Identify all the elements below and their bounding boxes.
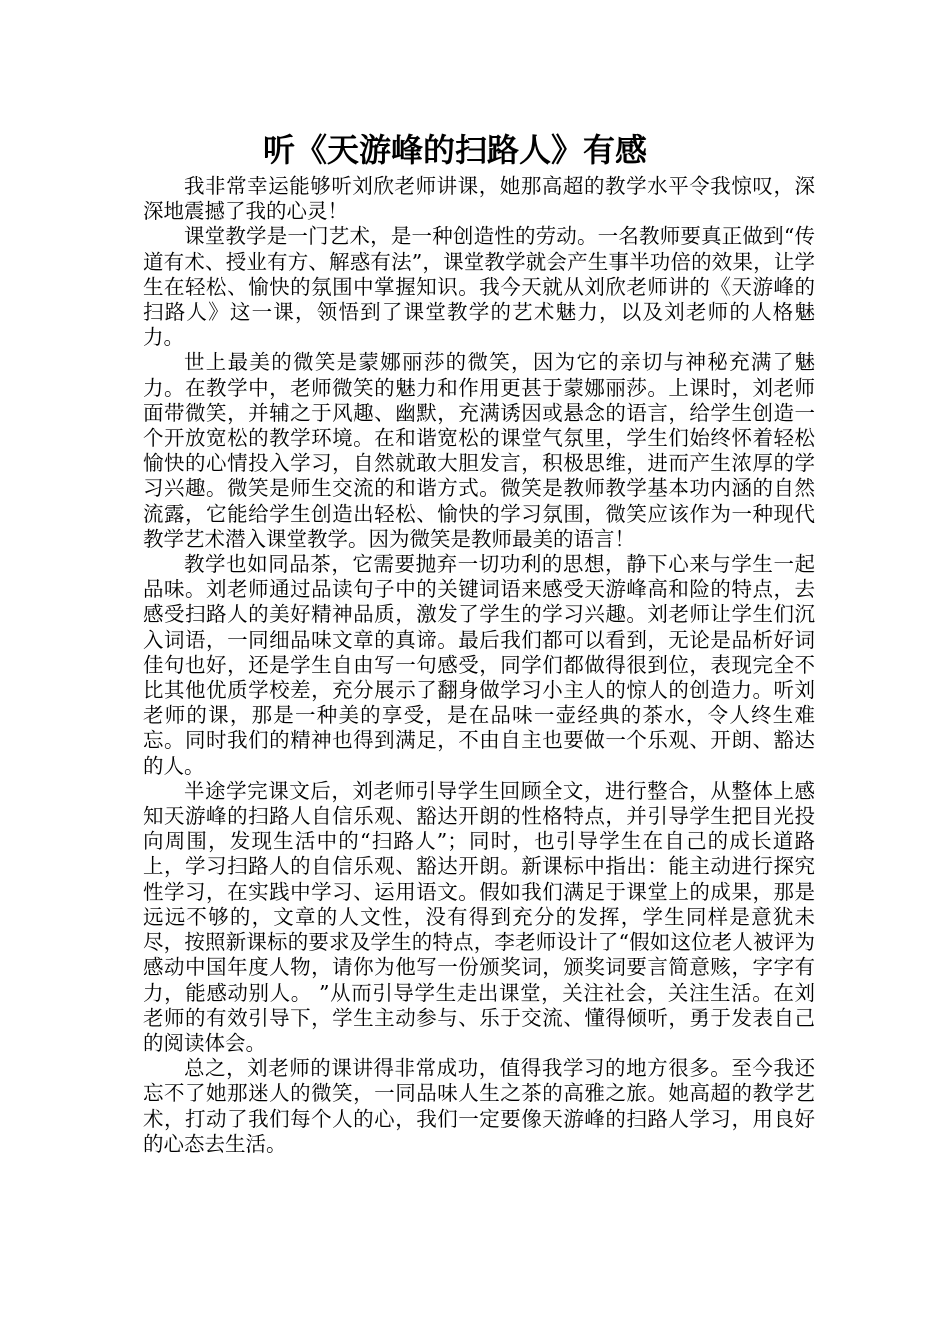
paragraph-classroom-art: 课堂教学是一门艺术，是一种创造性的劳动。一名教师要真正做到“传道有术、授业有方、解惑有法”，课堂教学就会产生事半功倍的效果，让学生在轻松、愉快的氛围中掌握知识。我今天就从刘欣老师讲的《天游峰的扫路人》这一课，领悟到了课堂教学的艺术魅力，以及刘老师的人格魅力。: [143, 224, 815, 350]
paragraph-review: 半途学完课文后，刘老师引导学生回顾全文，进行整合，从整体上感知天游峰的扫路人自信乐观、豁达开朗的性格特点，并引导学生把目光投向周围，发现生活中的“扫路人”；同时，也引导学生在自己的成长道路上，学习扫路人的自信乐观、豁达开朗。新课标中指出：能主动进行探究性学习，在实践中学习、运用语文。假如我们满足于课堂上的成果，那是远远不够的，文章的人文性，没有得到充分的发挥，学生同样是意犹未尽，按照新课标的要求及学生的特点，李老师设计了“假如这位老人被评为感动中国年度人物，请你为他写一份颁奖词，颁奖词要言简意赅，字字有力，能感动别人。 ”从而引导学生走出课堂，关注社会，关注生活。在刘老师的有效引导下，学生主动参与、乐于交流、懂得倾听，勇于发表自己的阅读体会。: [143, 778, 815, 1055]
paragraph-smile: 世上最美的微笑是蒙娜丽莎的微笑，因为它的亲切与神秘充满了魅力。在教学中，老师微笑的魅力和作用更甚于蒙娜丽莎。上课时，刘老师面带微笑，并辅之于风趣、幽默，充满诱因或悬念的语言，给学生创造一个开放宽松的教学环境。在和谐宽松的课堂气氛里，学生们始终怀着轻松愉快的心情投入学习，自然就敢大胆发言，积极思维，进而产生浓厚的学习兴趣。微笑是师生交流的和谐方式。微笑是教师教学基本功内涵的自然流露，它能给学生创造出轻松、愉快的学习氛围，微笑应该作为一种现代教学艺术潜入课堂教学。因为微笑是教师最美的语言！: [143, 350, 815, 551]
paragraph-conclusion: 总之，刘老师的课讲得非常成功，值得我学习的地方很多。至今我还忘不了她那迷人的微笑，一同品味人生之茶的高雅之旅。她高超的教学艺术，打动了我们每个人的心，我们一定要像天游峰的扫路人学习，用良好的心态去生活。: [143, 1056, 815, 1156]
document-body: [143, 174, 815, 1157]
paragraph-tea: 教学也如同品茶，它需要抛弃一切功利的思想，静下心来与学生一起品味。刘老师通过品读句子中的关键词语来感受天游峰高和险的特点，去感受扫路人的美好精神品质，激发了学生的学习兴趣。刘老师让学生们沉入词语，一同细品味文章的真谛。最后我们都可以看到，无论是品析好词佳句也好，还是学生自由写一句感受，同学们都做得很到位，表现完全不比其他优质学校差，充分展示了翻身做学习小主人的惊人的创造力。听刘老师的课，那是一种美的享受，是在品味一壶经典的茶水，令人终生难忘。同时我们的精神也得到满足，不由自主也要做一个乐观、开朗、豁达的人。: [143, 552, 815, 778]
document-title: 听《天游峰的扫路人》有感: [262, 131, 647, 169]
paragraph-intro: 我非常幸运能够听刘欣老师讲课，她那高超的教学水平令我惊叹，深深地震撼了我的心灵！: [143, 174, 815, 224]
